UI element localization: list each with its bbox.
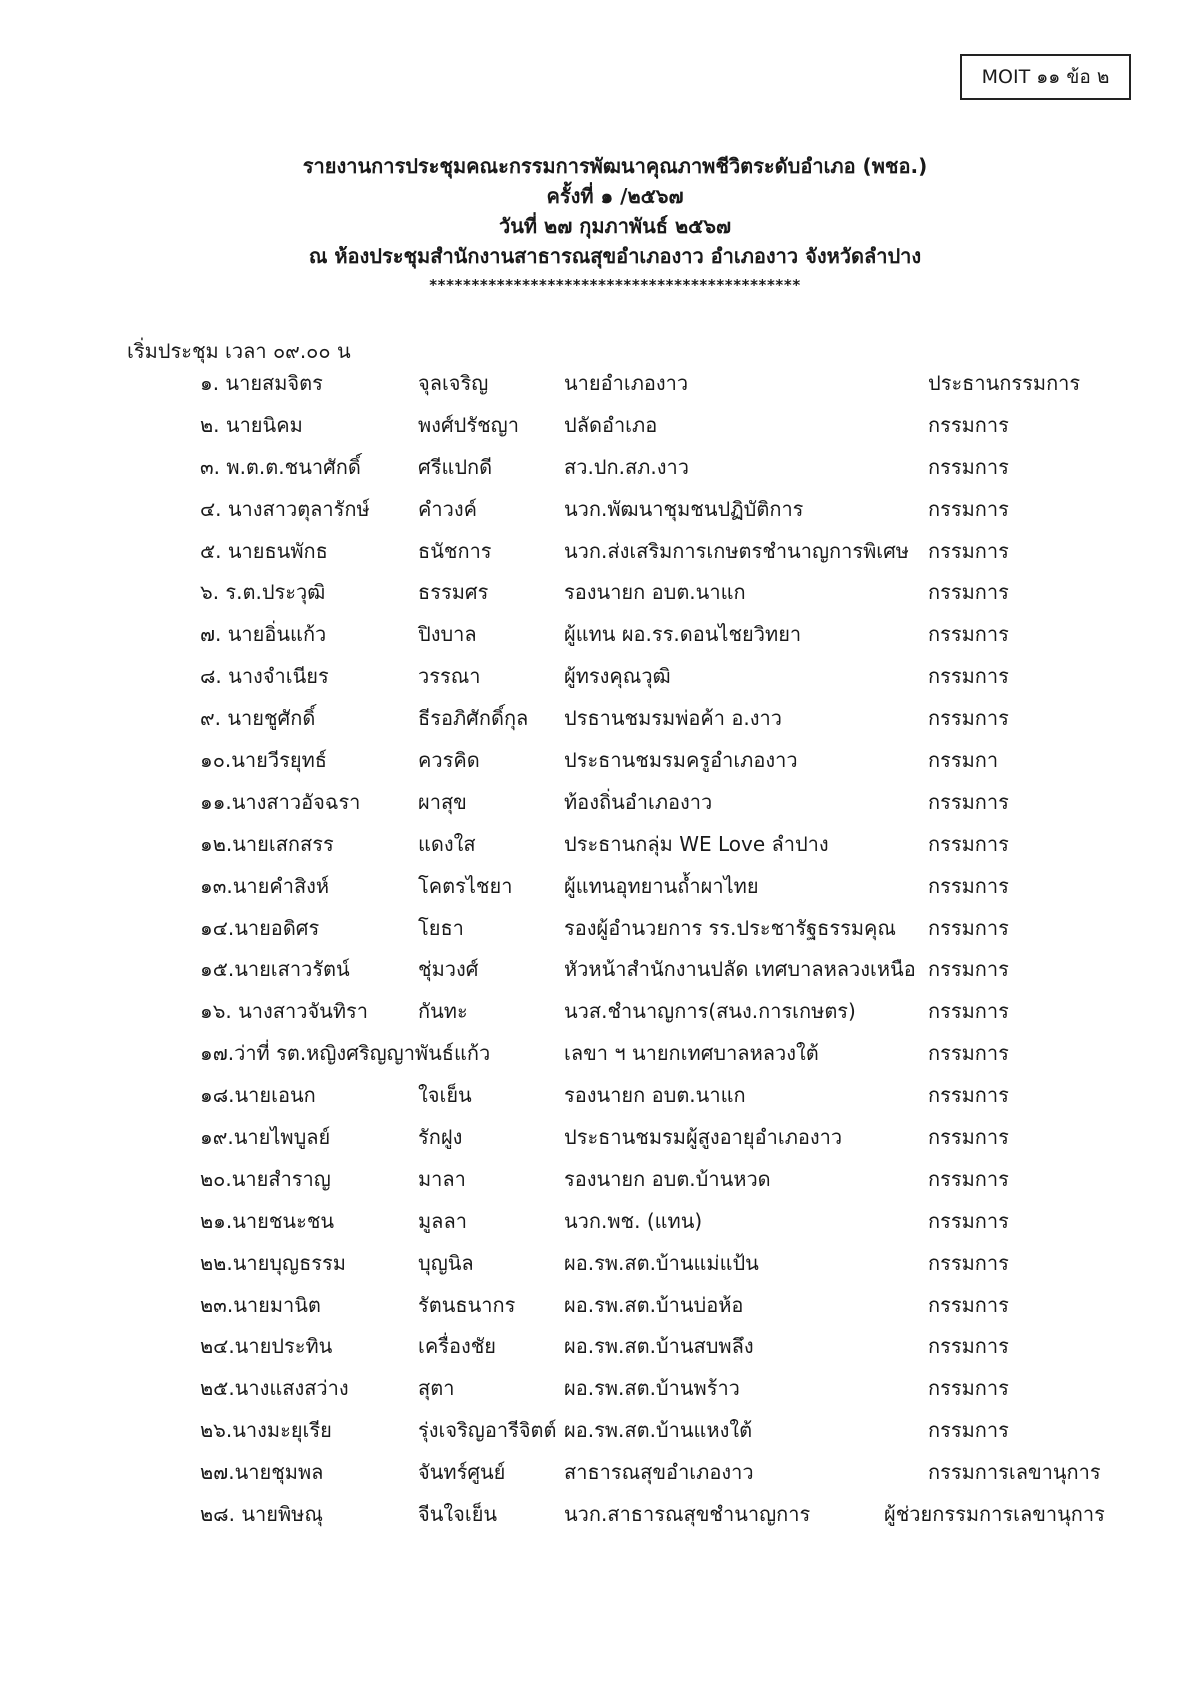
attendee-name: ๑๔.นายอดิศร	[200, 915, 320, 940]
attendee-surname: วรรณา	[418, 664, 481, 689]
attendee-name: ๑๑.นางสาวอัจฉรา	[200, 789, 361, 814]
attendee-row	[0, 1038, 1190, 1080]
attendee-role: กรรมการ	[928, 706, 1009, 731]
attendee-row	[0, 1457, 1190, 1499]
attendee-role: กรรมการ	[928, 622, 1009, 647]
attendee-row	[0, 577, 1190, 619]
attendee-row	[0, 871, 1190, 913]
attendee-row	[0, 1415, 1190, 1457]
attendee-name: ๒๘. นายพิษณุ	[200, 1502, 323, 1527]
attendee-row	[0, 1248, 1190, 1290]
attendee-role: กรรมการ	[928, 412, 1009, 437]
attendee-name: ๒๗.นายชุมพล	[200, 1460, 324, 1485]
attendee-row	[0, 1373, 1190, 1415]
attendee-list	[0, 368, 1190, 1541]
document-reference-text: MOIT ๑๑ ข้อ ๒	[981, 66, 1110, 88]
attendee-position: ประธานชมรมครูอำเภองาว	[564, 748, 798, 773]
attendee-row	[0, 829, 1190, 871]
attendee-name: ๒. นายนิคม	[200, 412, 303, 437]
attendee-surname: ชุ่มวงศ์	[418, 957, 479, 982]
attendee-position: ผอ.รพ.สต.บ้านแม่แป้น	[564, 1250, 759, 1275]
attendee-name: ๑๖. นางสาวจันทิรา	[200, 999, 368, 1024]
attendee-surname: ธีรอภิศักดิ์กุล	[418, 706, 529, 731]
attendee-row	[0, 1164, 1190, 1206]
attendee-row	[0, 703, 1190, 745]
attendee-surname: สุตา	[418, 1376, 455, 1401]
attendee-role: กรรมการ	[928, 1292, 1009, 1317]
attendee-row	[0, 619, 1190, 661]
attendee-position: นายอำเภองาว	[564, 371, 689, 395]
meeting-start-time: เริ่มประชุม เวลา ๐๙.๐๐ น	[127, 339, 351, 363]
attendee-name: ๗. นายอิ่นแก้ว	[200, 622, 327, 647]
attendee-role: กรรมการเลขานุการ	[928, 1460, 1101, 1485]
attendee-position: นวก.พช. (แทน)	[564, 1208, 703, 1233]
attendee-row	[0, 954, 1190, 996]
attendee-position: ผอ.รพ.สต.บ้านแหงใต้	[564, 1418, 753, 1443]
attendee-surname: จุลเจริญ	[418, 371, 489, 395]
document-reference-label	[960, 54, 1131, 100]
attendee-position: ท้องถิ่นอำเภองาว	[564, 789, 713, 814]
attendee-role: กรรมการ	[928, 999, 1009, 1024]
attendee-position: ผู้แทน ผอ.รร.ดอนไชยวิทยา	[564, 622, 802, 647]
attendee-position: สาธารณสุขอำเภองาว	[564, 1460, 754, 1485]
attendee-role: กรรมการ	[928, 496, 1009, 521]
attendee-row	[0, 913, 1190, 955]
attendee-position: นวก.ส่งเสริมการเกษตรชำนาญการพิเศษ	[564, 538, 909, 563]
attendee-position: ปลัดอำเภอ	[564, 412, 658, 437]
attendee-row	[0, 745, 1190, 787]
attendee-name: ๙. นายชูศักดิ์	[200, 706, 316, 731]
attendee-name: ๑๗.ว่าที่ รต.หญิงศริญญาพันธ์แก้ว	[200, 1041, 491, 1066]
attendee-name: ๓. พ.ต.ต.ชนาศักดิ์	[200, 454, 361, 479]
attendee-role: กรรมการ	[928, 1334, 1009, 1359]
title-separator: ********************************************	[429, 276, 801, 294]
attendee-surname: โคตรไชยา	[418, 873, 513, 898]
attendee-position: รองผู้อำนวยการ รร.ประชารัฐธรรมคุณ	[564, 915, 896, 940]
attendee-surname: กันทะ	[418, 999, 468, 1024]
attendee-surname: รัตนธนากร	[418, 1292, 516, 1317]
attendee-role: กรรมการ	[928, 1250, 1009, 1275]
attendee-role: กรรมการ	[928, 957, 1009, 982]
attendee-position: นวส.ชำนาญการ(สนง.การเกษตร)	[564, 999, 856, 1024]
attendee-position: รองนายก อบต.นาแก	[564, 1083, 746, 1108]
attendee-role: กรรมการ	[928, 1418, 1009, 1443]
attendee-role: ประธานกรรมการ	[928, 371, 1081, 395]
attendee-surname: โยธา	[418, 915, 464, 940]
attendee-surname: ศรีแปกดี	[418, 454, 493, 479]
attendee-position: ผอ.รพ.สต.บ้านพร้าว	[564, 1376, 740, 1401]
attendee-row	[0, 1122, 1190, 1164]
attendee-role: กรรมกา	[928, 748, 999, 773]
attendee-position: รองนายก อบต.บ้านหวด	[564, 1166, 771, 1191]
attendee-name: ๒๔.นายประทิน	[200, 1334, 333, 1359]
attendee-role: กรรมการ	[928, 454, 1009, 479]
attendee-name: ๔. นางสาวตุลารักษ์	[200, 496, 370, 521]
attendee-surname: มาลา	[418, 1166, 466, 1191]
attendee-position: หัวหน้าสำนักงานปลัด เทศบาลหลวงเหนือ	[564, 957, 916, 982]
attendee-position: สว.ปก.สภ.งาว	[564, 454, 689, 479]
attendee-name: ๒๕.นางแสงสว่าง	[200, 1376, 349, 1401]
attendee-surname: ผาสุข	[418, 789, 467, 814]
attendee-name: ๑๕.นายเสาวรัตน์	[200, 957, 350, 982]
attendee-name: ๑๙.นายไพบูลย์	[200, 1125, 331, 1150]
attendee-surname: ธนัชการ	[418, 538, 492, 563]
attendee-row	[0, 494, 1190, 536]
attendee-surname: รักฝูง	[418, 1125, 463, 1150]
attendee-row	[0, 1331, 1190, 1373]
meeting-location: ณ ห้องประชุมสำนักงานสาธารณสุขอำเภองาว อำเภองาว จังหวัดลำปาง	[308, 244, 922, 268]
attendee-surname: ธรรมศร	[418, 580, 489, 605]
attendee-name: ๑. นายสมจิตร	[200, 371, 323, 395]
report-title-block	[0, 151, 1190, 295]
attendee-name: ๒๐.นายสำราญ	[200, 1166, 331, 1191]
attendee-role: กรรมการ	[928, 1166, 1009, 1191]
meeting-number: ครั้งที่ ๑ /๒๕๖๗	[546, 184, 684, 208]
attendee-surname: รุ่งเจริญอารีจิตต์	[418, 1418, 557, 1443]
attendee-surname: มูลลา	[418, 1208, 467, 1233]
attendee-role: กรรมการ	[928, 580, 1009, 605]
attendee-role: กรรมการ	[928, 1208, 1009, 1233]
attendee-position: ผู้แทนอุทยานถ้ำผาไทย	[564, 873, 759, 898]
attendee-role: กรรมการ	[928, 1376, 1009, 1401]
attendee-name: ๖. ร.ต.ประวุฒิ	[200, 580, 326, 605]
attendee-row	[0, 1206, 1190, 1248]
attendee-position: รองนายก อบต.นาแก	[564, 580, 746, 605]
attendee-row	[0, 996, 1190, 1038]
attendee-surname: จันทร์ศูนย์	[418, 1460, 506, 1485]
attendee-surname: บุญนิล	[418, 1250, 474, 1275]
attendee-surname: แดงใส	[418, 831, 476, 856]
attendee-position: ผู้ทรงคุณวุฒิ	[564, 664, 671, 689]
attendee-position: ผอ.รพ.สต.บ้านสบพลึง	[564, 1334, 754, 1359]
attendee-surname: จีนใจเย็น	[418, 1502, 498, 1527]
attendee-position: ประธานชมรมผู้สูงอายุอำเภองาว	[564, 1125, 843, 1150]
attendee-position: เลขา ฯ นายกเทศบาลหลวงใต้	[564, 1041, 819, 1066]
attendee-role: กรรมการ	[928, 1125, 1009, 1150]
attendee-row	[0, 1499, 1190, 1541]
attendee-role: กรรมการ	[928, 789, 1009, 814]
attendee-surname: คำวงค์	[418, 496, 477, 521]
attendee-position: ปรธานชมรมพ่อค้า อ.งาว	[564, 706, 782, 731]
attendee-name: ๑๘.นายเอนก	[200, 1083, 316, 1108]
report-title: รายงานการประชุมคณะกรรมการพัฒนาคุณภาพชีวิตระดับอำเภอ (พชอ.)	[302, 154, 928, 178]
attendee-name: ๑๒.นายเสกสรร	[200, 831, 334, 856]
attendee-surname: เครื่องชัย	[418, 1334, 497, 1359]
attendee-row	[0, 368, 1190, 410]
attendee-row	[0, 787, 1190, 829]
attendee-surname: ปิงบาล	[418, 622, 477, 647]
attendee-row	[0, 410, 1190, 452]
attendee-role: กรรมการ	[928, 873, 1009, 898]
attendee-position: นวก.พัฒนาชุมชนปฏิบัติการ	[564, 496, 804, 521]
attendee-role: กรรมการ	[928, 538, 1009, 563]
attendee-role: กรรมการ	[928, 1041, 1009, 1066]
attendee-name: ๑๐.นายวีรยุทธ์	[200, 748, 327, 773]
attendee-position: นวก.สาธารณสุขชำนาญการ	[564, 1502, 811, 1527]
attendee-role: กรรมการ	[928, 915, 1009, 940]
attendee-row	[0, 1290, 1190, 1332]
attendee-name: ๒๓.นายมานิต	[200, 1292, 321, 1317]
attendee-position: ประธานกลุ่ม WE Love ลำปาง	[564, 831, 829, 856]
attendee-surname: พงศ์ปรัชญา	[418, 412, 519, 437]
attendee-surname: ควรคิด	[418, 748, 480, 773]
attendee-name: ๒๖.นางมะยุเรีย	[200, 1418, 332, 1443]
attendee-name: ๒๑.นายชนะชน	[200, 1208, 335, 1233]
attendee-role: กรรมการ	[928, 664, 1009, 689]
attendee-position: ผอ.รพ.สต.บ้านบ่อห้อ	[564, 1292, 744, 1317]
attendee-role: กรรมการ	[928, 831, 1009, 856]
attendee-name: ๑๓.นายคำสิงห์	[200, 873, 330, 898]
attendee-role: กรรมการ	[928, 1083, 1009, 1108]
attendee-row	[0, 452, 1190, 494]
meeting-date: วันที่ ๒๗ กุมภาพันธ์ ๒๕๖๗	[498, 214, 732, 238]
attendee-name: ๘. นางจำเนียร	[200, 664, 329, 689]
attendee-role: ผู้ช่วยกรรมการเลขานุการ	[884, 1502, 1105, 1527]
attendee-surname: ใจเย็น	[418, 1083, 472, 1108]
attendee-name: ๒๒.นายบุญธรรม	[200, 1250, 346, 1275]
attendee-row	[0, 661, 1190, 703]
attendee-row	[0, 536, 1190, 578]
attendee-name: ๕. นายธนพักธ	[200, 538, 328, 563]
attendee-row	[0, 1080, 1190, 1122]
